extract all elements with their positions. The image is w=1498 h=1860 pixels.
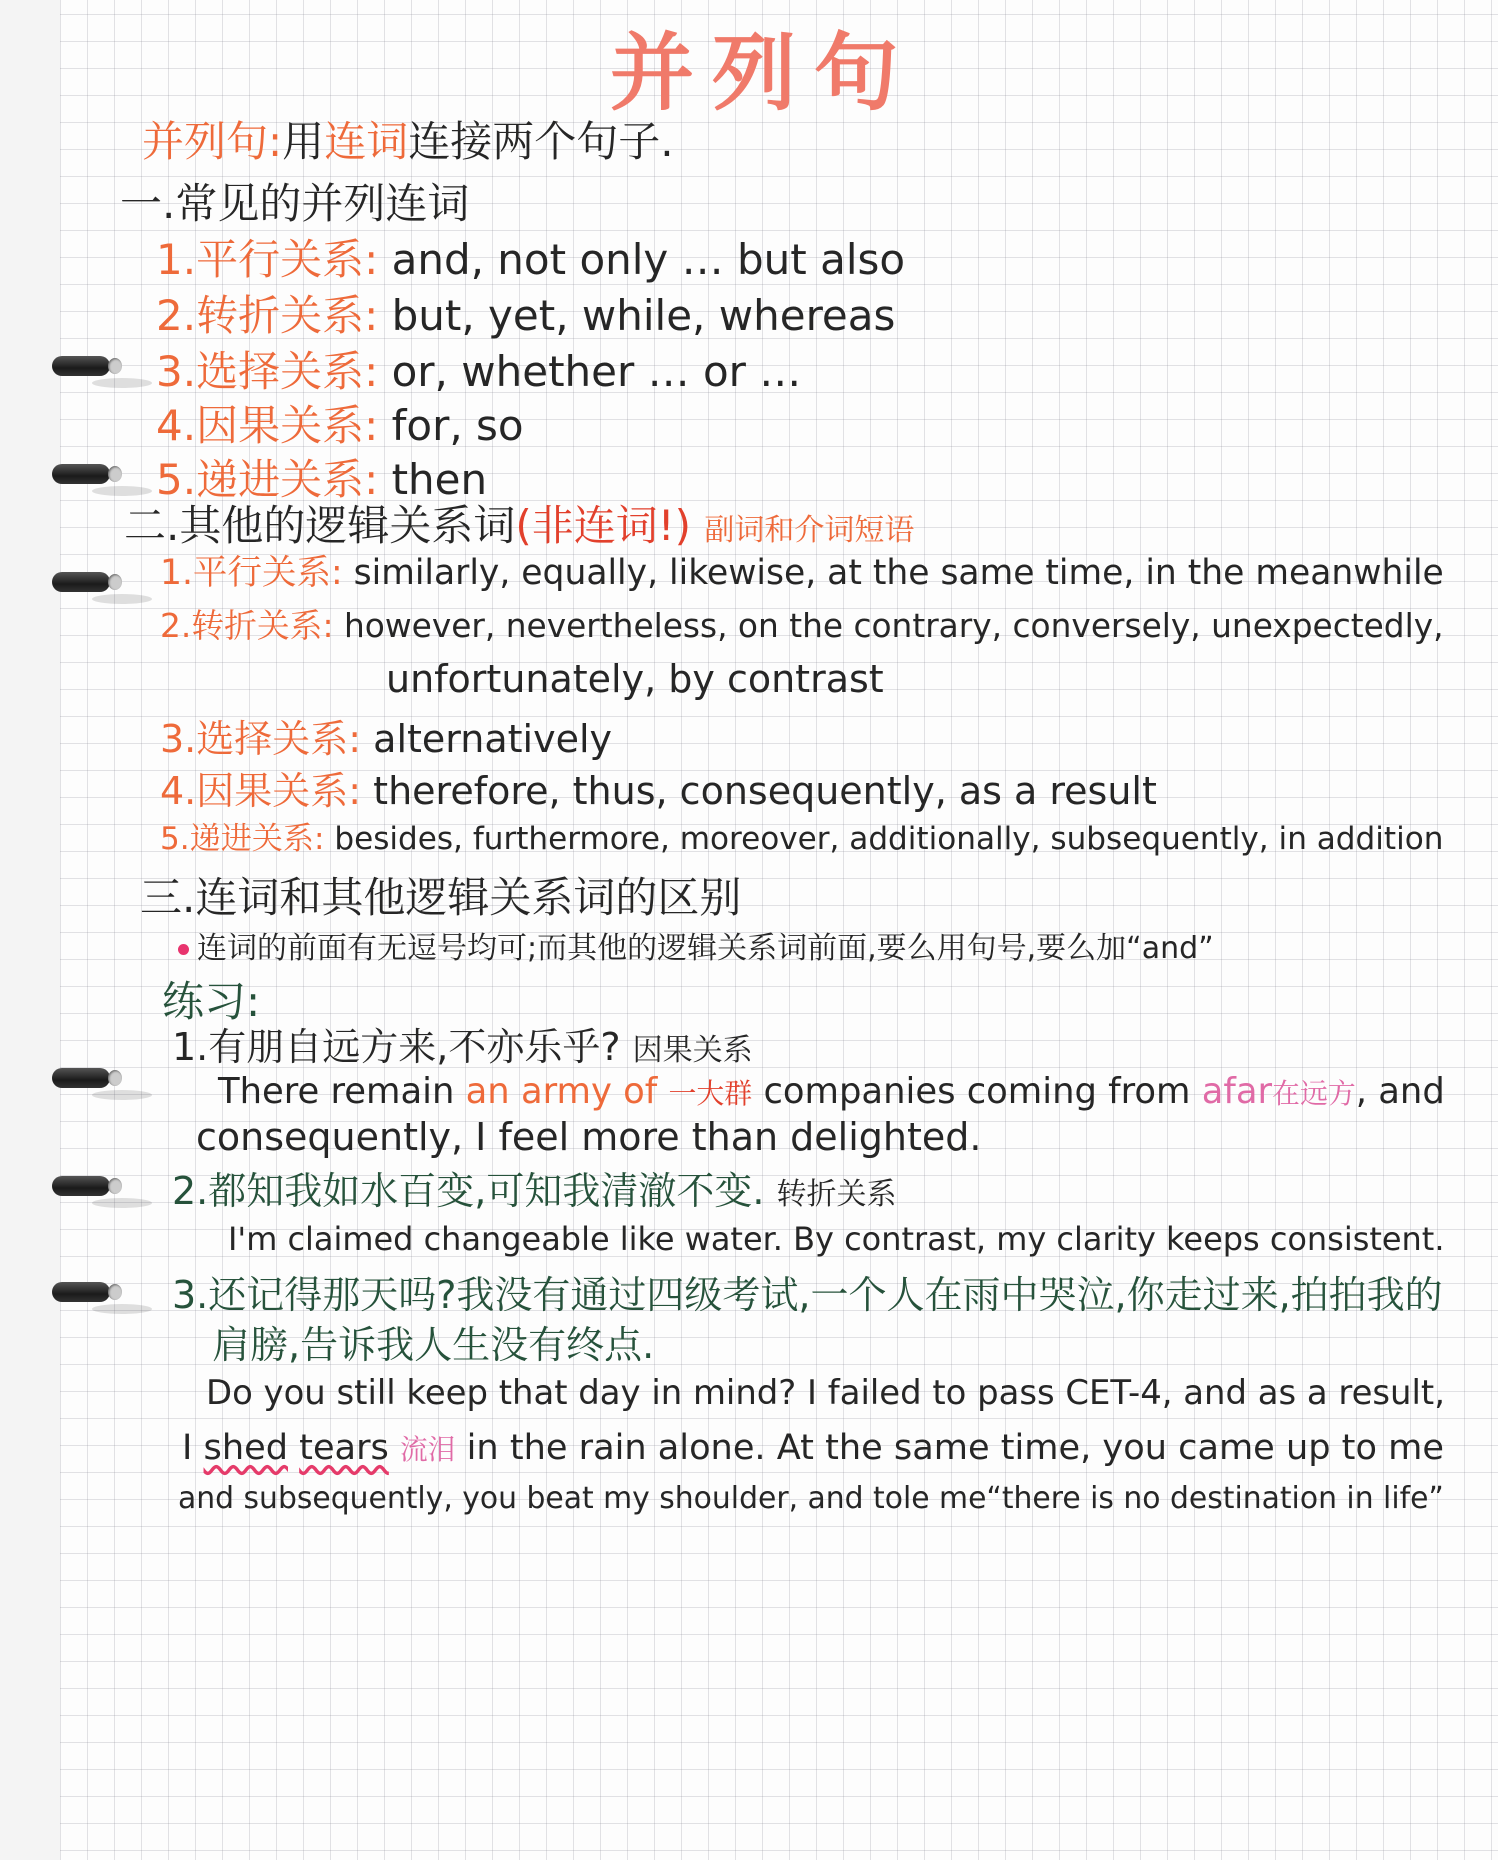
exercise1-highlight2: afar xyxy=(1201,1071,1273,1112)
exercise3-note: 流泪 xyxy=(400,1433,456,1466)
section2-item xyxy=(160,552,1444,595)
section2-item xyxy=(160,606,1444,647)
exercise2-question-line xyxy=(172,1168,897,1216)
section2-heading-line xyxy=(124,500,914,553)
section3-heading: 三.连词和其他逻辑关系词的区别 xyxy=(140,873,742,922)
section2-item-colon: : xyxy=(331,553,343,593)
section2-item-words: however, nevertheless, on the contrary, conversely, unexpectedly, xyxy=(343,607,1444,645)
section1-item-label: 4.因果关系 xyxy=(156,401,365,450)
section2-item-words: besides, furthermore, moreover, additionally, subsequently, in addition xyxy=(334,821,1444,857)
exercise2-question: 2.都知我如水百变,可知我清澈不变. xyxy=(172,1169,765,1213)
intro-keyword: 连词 xyxy=(324,117,409,166)
exercise3-answer-line2 xyxy=(182,1426,1444,1470)
exercise3-question-line1: 3.还记得那天吗?我没有通过四级考试,一个人在雨中哭泣,你走过来,拍拍我的 xyxy=(172,1273,1443,1317)
page-title: 并列句 xyxy=(610,23,917,122)
section1-item-label: 2.转折关系 xyxy=(156,291,365,340)
section2-item-label: 1.平行关系 xyxy=(160,553,331,593)
exercise1-answer-pre: There remain xyxy=(218,1071,455,1112)
section2-item xyxy=(160,820,1443,859)
practice-heading: 练习: xyxy=(162,977,261,1026)
section2-item-words: alternatively xyxy=(373,717,612,761)
section1-item-label: 5.递进关系 xyxy=(156,455,365,504)
exercise1-answer-end: , and xyxy=(1355,1071,1445,1112)
exercise3-answer-line1: Do you still keep that day in mind? I failed to pass CET-4, and as a result, xyxy=(206,1373,1445,1412)
section1-item xyxy=(156,290,895,343)
section1-item-colon: : xyxy=(364,347,379,396)
section1-item xyxy=(156,234,905,287)
exercise3-word-tears: tears xyxy=(299,1427,389,1468)
section1-item xyxy=(156,400,524,453)
section1-item-words: then xyxy=(391,455,488,504)
exercise1-question-line xyxy=(172,1024,753,1072)
intro-text1: 用 xyxy=(282,117,325,166)
section2-item xyxy=(160,768,1157,816)
section2-item-label: 2.转折关系 xyxy=(160,607,323,645)
intro-line xyxy=(142,116,674,169)
section1-heading: 一.常见的并列连词 xyxy=(120,179,470,228)
section2-item-words: therefore, thus, consequently, as a result xyxy=(373,769,1157,813)
section2-item-colon: : xyxy=(348,717,362,761)
exercise1-highlight: an army of xyxy=(465,1071,658,1112)
exercise1-tag: 因果关系 xyxy=(632,1033,753,1068)
exercise1-answer-mid: companies coming from xyxy=(763,1071,1191,1112)
section1-item-words: for, so xyxy=(391,401,524,450)
intro-colon: : xyxy=(268,117,283,166)
exercise3-word-shed: shed xyxy=(203,1427,288,1468)
section2-item xyxy=(160,716,612,764)
section1-item-colon: : xyxy=(364,455,379,504)
section1-item-words: or, whether … or … xyxy=(391,347,802,396)
exercise3-answer-pre: I xyxy=(182,1427,193,1468)
section2-note1: (非连词!) xyxy=(515,501,691,550)
section2-heading: 二.其他的逻辑关系词 xyxy=(124,501,516,550)
section2-item-label: 5.递进关系 xyxy=(160,821,314,857)
binder-ring-icon xyxy=(52,356,122,378)
binder-ring-icon xyxy=(52,464,122,486)
section2-item-words: similarly, equally, likewise, at the same time, in the meanwhile xyxy=(353,553,1444,593)
exercise1-note: 一大群 xyxy=(668,1077,753,1110)
intro-text2: 连接两个句子. xyxy=(408,117,674,166)
binder-ring-icon xyxy=(52,1282,122,1304)
section1-item-words: and, not only … but also xyxy=(391,235,906,284)
section3-bullet-text: 连词的前面有无逗号均可;而其他的逻辑关系词前面,要么用句号,要么加“and” xyxy=(197,931,1214,966)
exercise1-answer-line1 xyxy=(218,1070,1445,1114)
section3-bullet-line xyxy=(178,930,1214,968)
section1-item-label: 1.平行关系 xyxy=(156,235,365,284)
section2-item-label: 4.因果关系 xyxy=(160,769,349,813)
exercise3-answer-line3: and subsequently, you beat my shoulder, and tole me“there is no destination in life” xyxy=(178,1481,1444,1516)
section2-note2: 副词和介词短语 xyxy=(704,513,915,548)
section1-item-colon: : xyxy=(364,401,379,450)
section1-item-colon: : xyxy=(364,235,379,284)
section1-item-words: but, yet, while, whereas xyxy=(391,291,896,340)
section2-item-colon: : xyxy=(348,769,362,813)
exercise2-tag: 转折关系 xyxy=(776,1177,897,1212)
bullet-dot-icon xyxy=(178,944,189,955)
exercise3-answer-end: in the rain alone. At the same time, you came up to me xyxy=(466,1427,1444,1468)
section2-item-colon: : xyxy=(322,607,334,645)
exercise1-question: 1.有朋自远方来,不亦乐乎? xyxy=(172,1025,621,1069)
exercise2-answer-line: I'm claimed changeable like water. By contrast, my clarity keeps consistent. xyxy=(228,1220,1445,1258)
exercise1-note2: 在远方 xyxy=(1272,1077,1356,1110)
section2-item-label: 3.选择关系 xyxy=(160,717,349,761)
binder-ring-icon xyxy=(52,1068,122,1090)
section1-item xyxy=(156,346,801,399)
binder-ring-icon xyxy=(52,572,122,594)
section2-item-continuation: unfortunately, by contrast xyxy=(386,657,884,701)
binding-margin xyxy=(0,0,60,1860)
section1-item xyxy=(156,454,487,507)
intro-term: 并列句 xyxy=(142,117,269,166)
binder-ring-icon xyxy=(52,1176,122,1198)
exercise3-question-line2: 肩膀,告诉我人生没有终点. xyxy=(212,1323,655,1367)
exercise1-answer-line2: consequently, I feel more than delighted. xyxy=(196,1115,982,1159)
section1-item-colon: : xyxy=(364,291,379,340)
section1-item-label: 3.选择关系 xyxy=(156,347,365,396)
section2-item-colon: : xyxy=(313,821,325,857)
